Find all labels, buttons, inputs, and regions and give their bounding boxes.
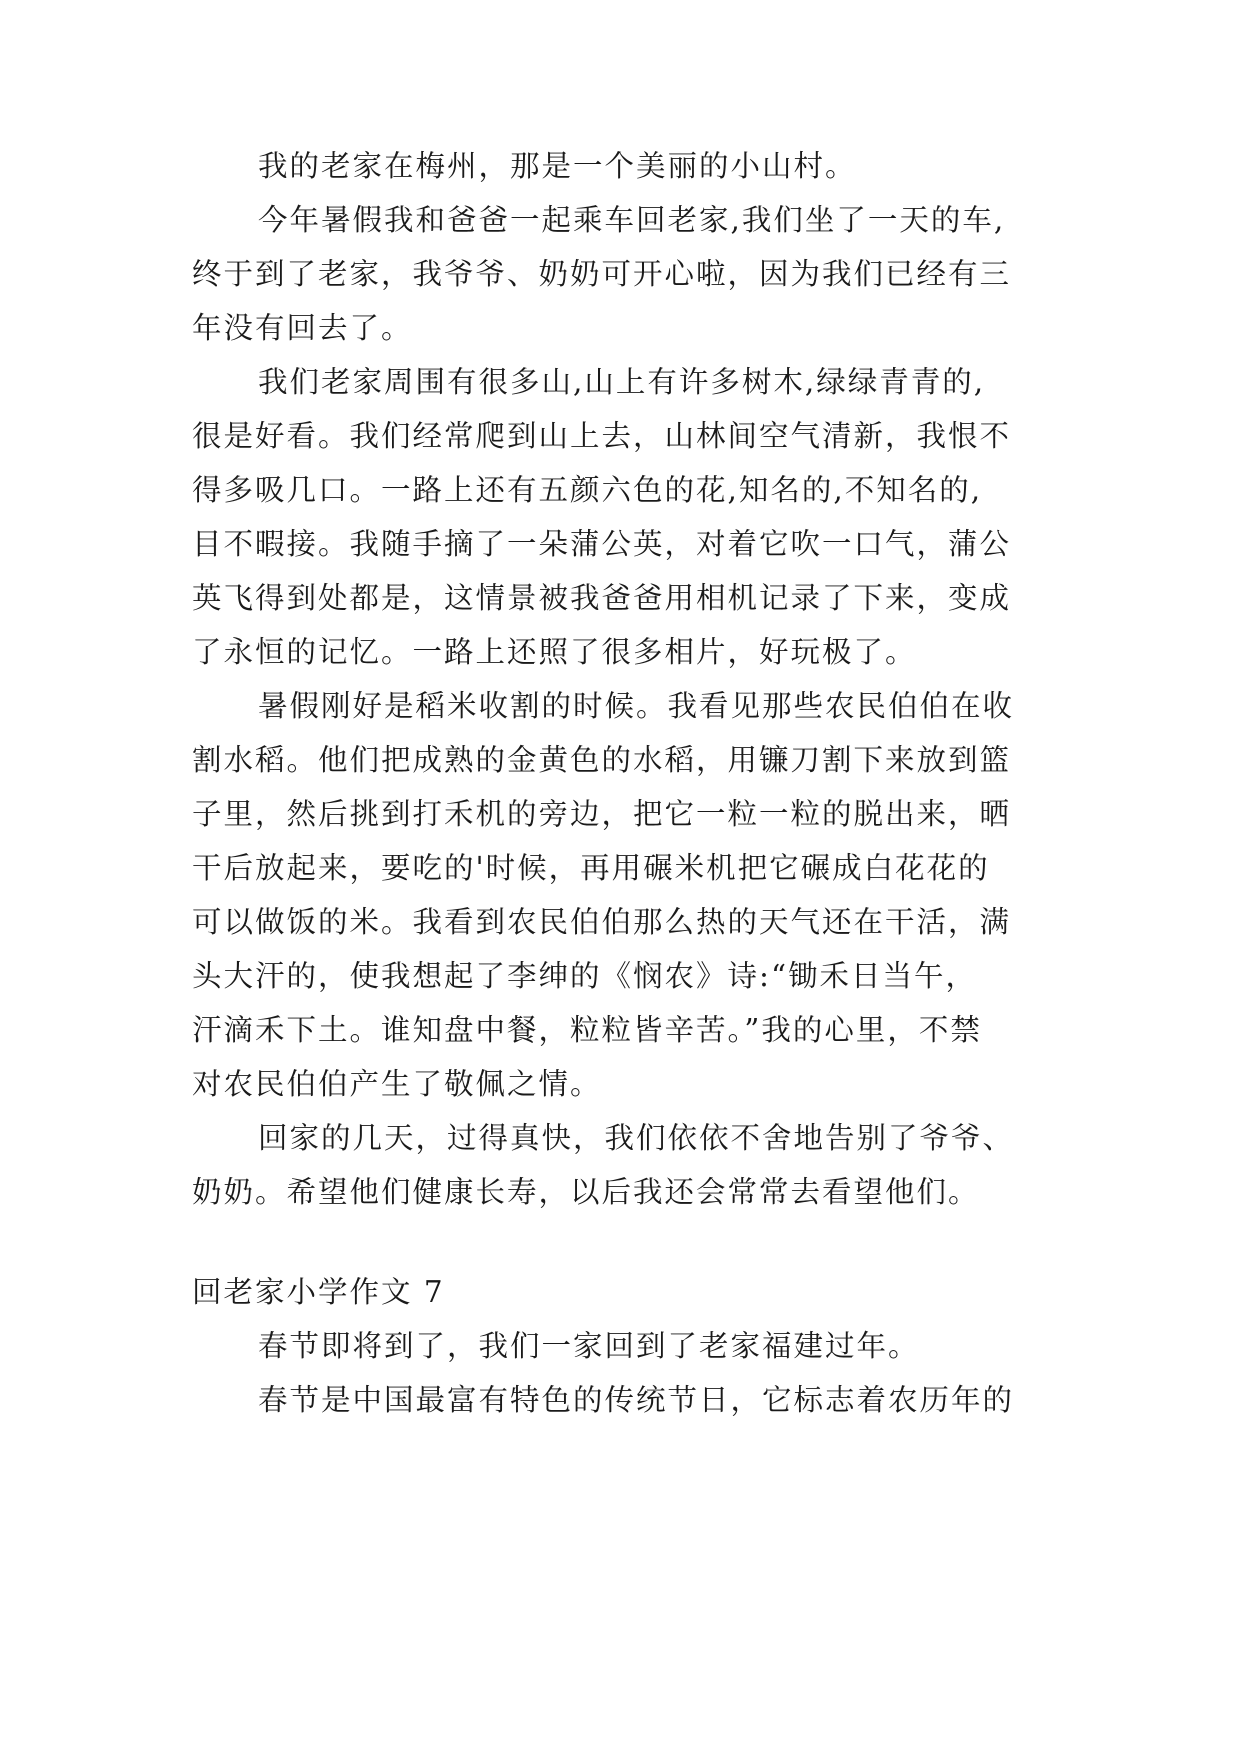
paragraph-3-line-2: 很是好看。我们经常爬到山上去，山林间空气清新，我恨不	[192, 419, 1012, 453]
paragraph-2-line-2: 终于到了老家，我爷爷、奶奶可开心啦，因为我们已经有三	[192, 257, 1012, 291]
paragraph-3-line-1: 我们老家周围有很多山,山上有许多树木,绿绿青青的,	[258, 365, 986, 399]
section-heading: 回老家小学作文 7	[192, 1275, 445, 1309]
paragraph-4-line-6: 头大汗的，使我想起了李绅的《悯农》诗:“锄禾日当午，	[192, 959, 978, 993]
paragraph-4-line-2: 割水稻。他们把成熟的金黄色的水稻，用镰刀割下来放到篮	[192, 743, 1012, 777]
paragraph-1-line-1: 我的老家在梅州，那是一个美丽的小山村。	[258, 149, 857, 183]
paragraph-3-line-6: 了永恒的记忆。一路上还照了很多相片，好玩极了。	[192, 635, 917, 669]
paragraph-4-line-3: 子里，然后挑到打禾机的旁边，把它一粒一粒的脱出来，晒	[192, 797, 1012, 831]
paragraph-6-line-1: 春节即将到了，我们一家回到了老家福建过年。	[258, 1329, 920, 1363]
paragraph-5-line-2: 奶奶。希望他们健康长寿，以后我还会常常去看望他们。	[192, 1175, 980, 1209]
paragraph-3-line-3: 得多吸几口。一路上还有五颜六色的花,知名的,不知名的,	[192, 473, 983, 507]
paragraph-4-line-1: 暑假刚好是稻米收割的时候。我看见那些农民伯伯在收	[258, 689, 1015, 723]
paragraph-2-line-1: 今年暑假我和爸爸一起乘车回老家,我们坐了一天的车,	[258, 203, 1006, 237]
paragraph-5-line-1: 回家的几天，过得真快，我们依依不舍地告别了爷爷、	[258, 1121, 1015, 1155]
paragraph-2-line-3: 年没有回去了。	[192, 311, 413, 345]
paragraph-4-line-4: 干后放起来，要吃的'时候，再用碾米机把它碾成白花花的	[192, 851, 990, 885]
paragraph-3-line-5: 英飞得到处都是，这情景被我爸爸用相机记录了下来，变成	[192, 581, 1012, 615]
paragraph-3-line-4: 目不暇接。我随手摘了一朵蒲公英，对着它吹一口气，蒲公	[192, 527, 1012, 561]
paragraph-4-line-7: 汗滴禾下土。谁知盘中餐，粒粒皆辛苦。”我的心里，不禁	[192, 1013, 982, 1047]
paragraph-4-line-8: 对农民伯伯产生了敬佩之情。	[192, 1067, 602, 1101]
paragraph-4-line-5: 可以做饭的米。我看到农民伯伯那么热的天气还在干活，满	[192, 905, 1012, 939]
paragraph-7-line-1: 春节是中国最富有特色的传统节日，它标志着农历年的	[258, 1383, 1015, 1417]
